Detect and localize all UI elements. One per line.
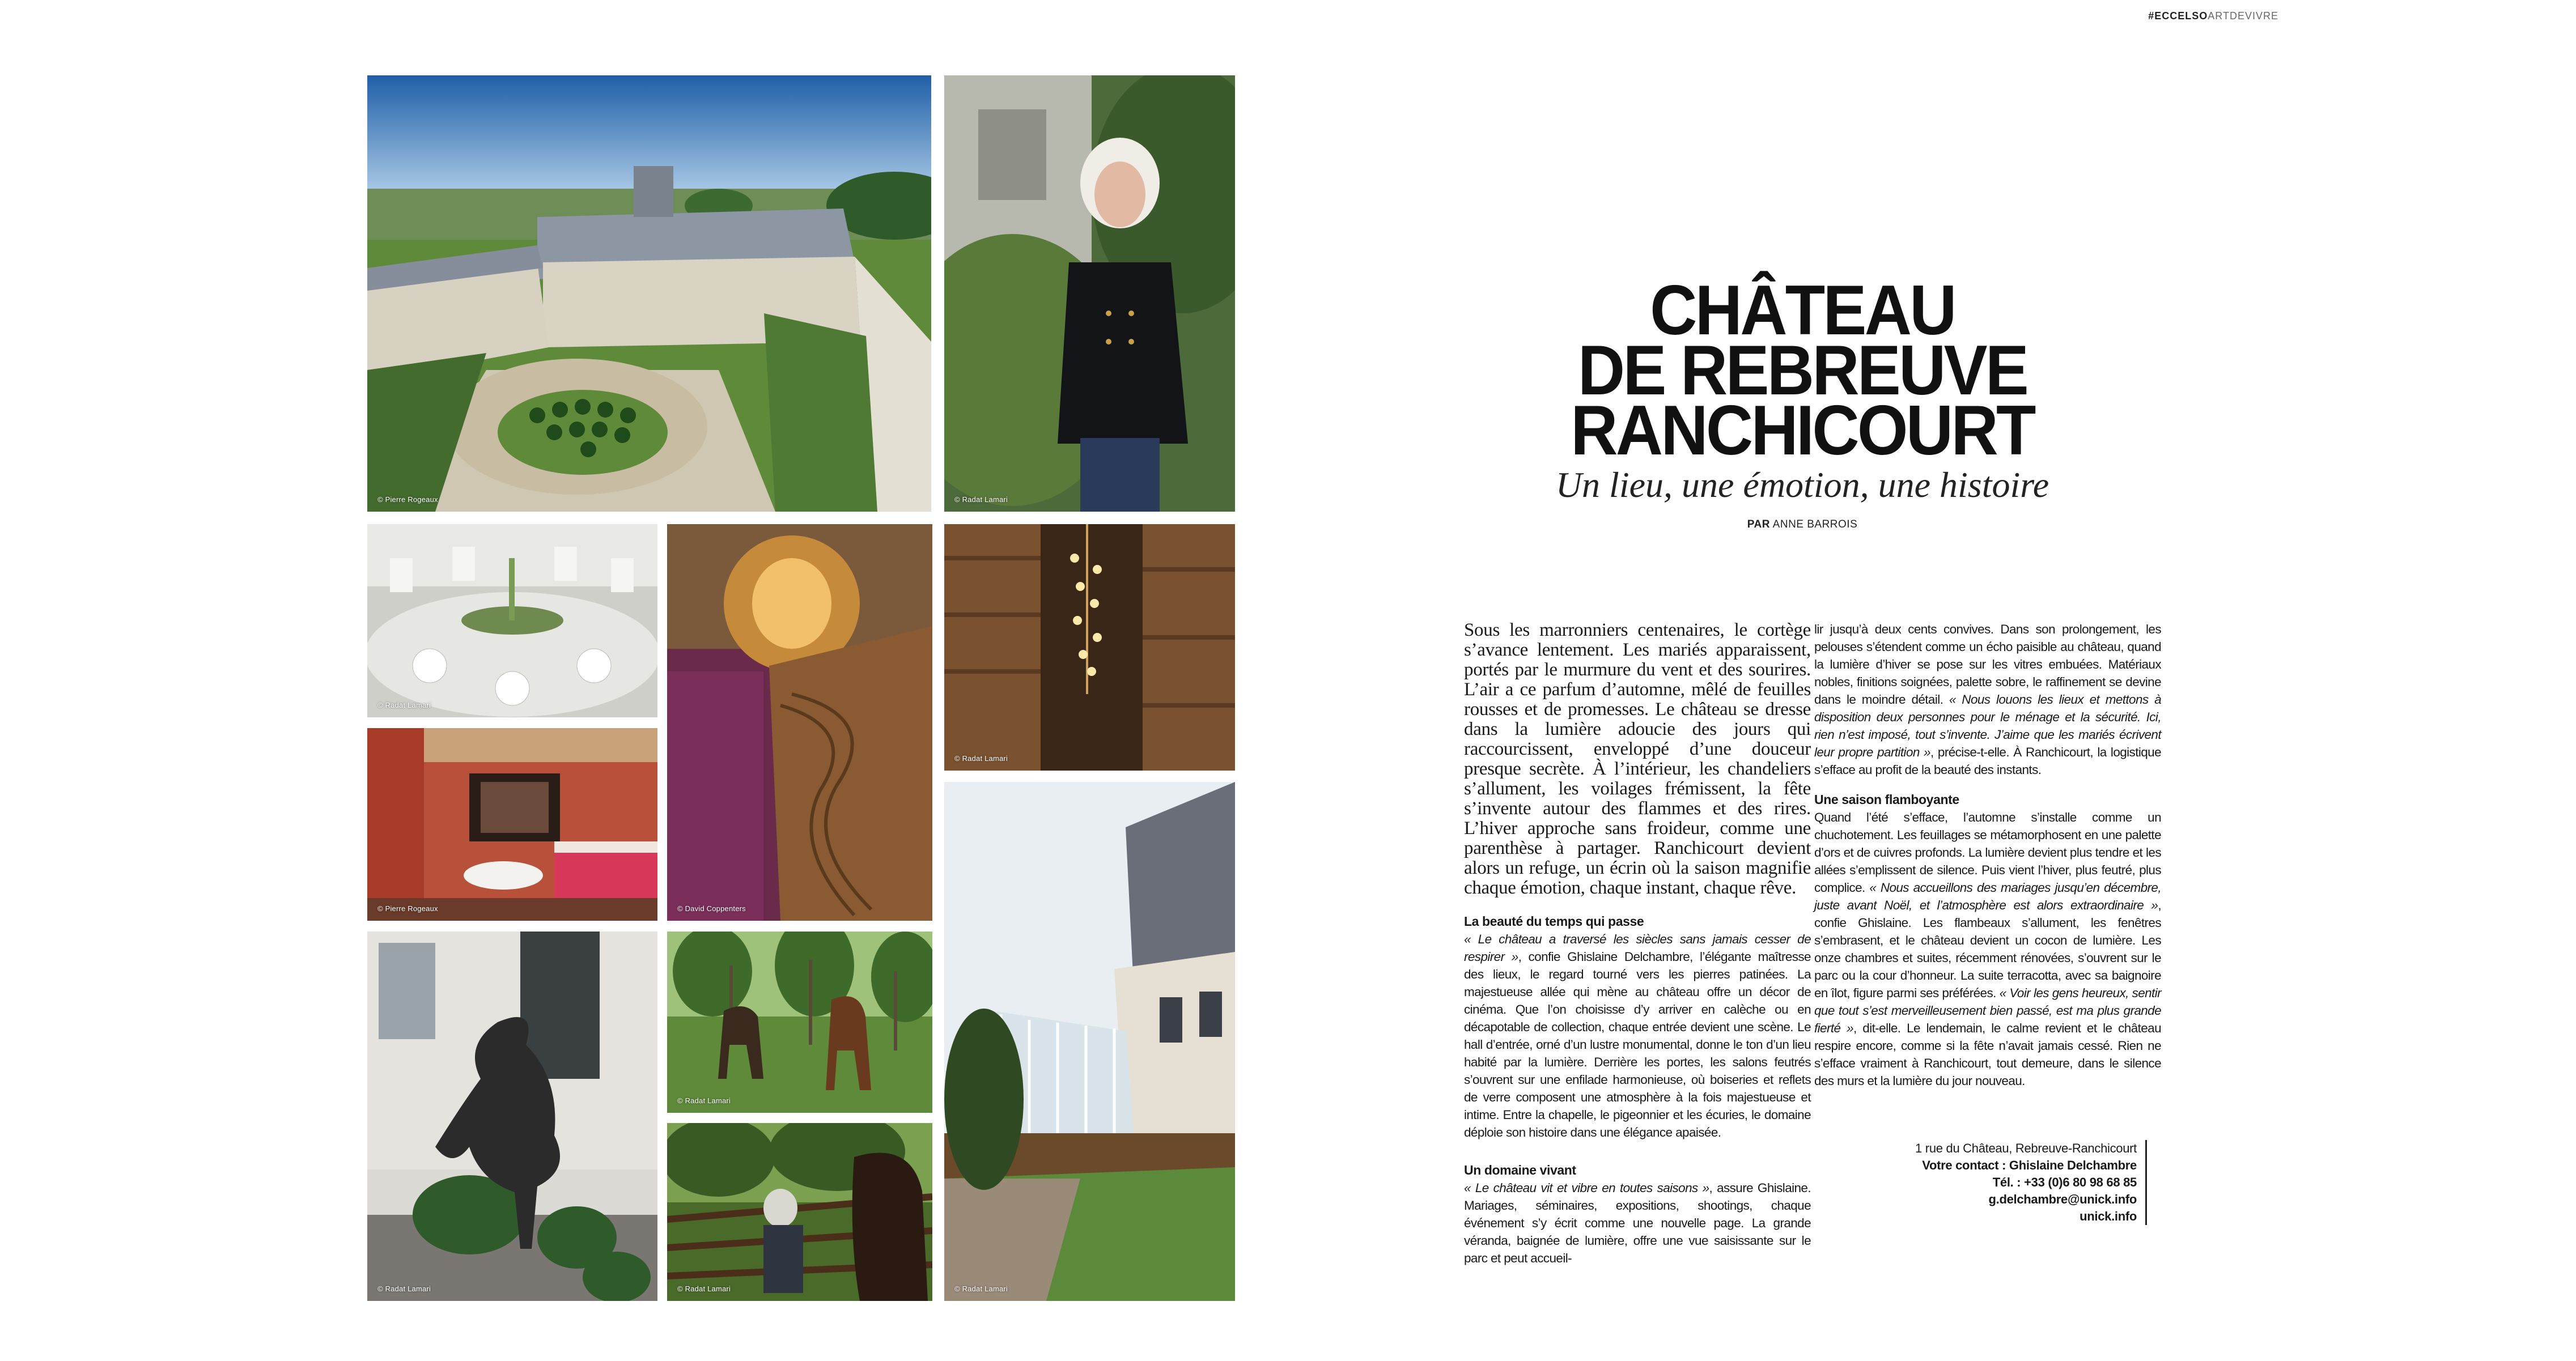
body-text: , confie Ghislaine Delchambre, l’élégante maîtresse des lieux, le regard tourné vers les pierres patinées. La majestueuse allée qui mène au château offre un décor de cinéma. Que l’on choisisse d’y arriver en calèche ou en décapotable de collection, chaque entrée devient une scène. Le hall d’entrée, orné d’un lustre monumental, donne le ton d’un lieu habité par la lumière. Derrière les portes, les salons feutrés s’ouvrent sur une enfilade harmonieuse, où boiseries et reflets de verre composent une atmosphère à la fois majestueuse et intime. Entre la chapelle, le pigeonnier et les écuries, le domaine déploie son histoire dans une élégance apaisée. xyxy=(1464,950,1811,1139)
photo-credit: © Radat Lamari xyxy=(954,754,1008,763)
byline-prefix: PAR xyxy=(1747,518,1770,530)
contact-person: Votre contact : Ghislaine Delchambre xyxy=(1922,1158,2137,1172)
chateau-illustration xyxy=(367,75,931,512)
magazine-section-tag xyxy=(2148,10,2278,22)
title-line-2: DE REBREUVE xyxy=(1577,331,2027,410)
title-line-1: CHÂTEAU xyxy=(1650,271,1955,350)
photo-portrait xyxy=(944,75,1235,512)
section-heading: Un domaine vivant xyxy=(1464,1163,1576,1177)
title-line-3: RANCHICOURT xyxy=(1571,392,2034,470)
photo-credit: © Pierre Rogeaux xyxy=(377,495,438,504)
text-column-2 xyxy=(1814,620,2161,1090)
body-text: Quand l’été s’efface, l’automne s’installe comme un chuchotement. Les feuillages se métamorphosent en une palette d’ors et de cuivres profonds. La lumière devient plus tendre et les allées s’emplissent de silence. Puis vient l’hiver, plus feutré, plus complice. xyxy=(1814,810,2161,895)
contact-website: unick.info xyxy=(2080,1209,2137,1223)
article-title xyxy=(1544,271,2060,470)
contact-phone: Tél. : +33 (0)6 80 98 68 85 xyxy=(1992,1175,2137,1189)
contact-email: g.delchambre@unick.info xyxy=(1988,1192,2137,1206)
photo-chandelier xyxy=(944,524,1235,771)
article-subtitle: Un lieu, une émotion, une histoire xyxy=(1555,465,2049,505)
contact-address: 1 rue du Château, Rebreuve-Ranchicourt xyxy=(1915,1141,2137,1155)
text-column-1 xyxy=(1464,620,1811,1267)
section-body xyxy=(1464,930,1811,1141)
article-byline xyxy=(1525,518,2080,531)
photo-horses xyxy=(667,932,932,1113)
photo-bedroom xyxy=(367,728,657,921)
quote: « Nous louons les lieux et mettons à disposition deux personnes pour le ménage et la sécurité. Ici, rien n’est imposé, tout s’invente. J’aime que les mariés écrivent leur propre partition » xyxy=(1814,692,2161,759)
photo-credit: © Radat Lamari xyxy=(677,1285,731,1293)
photo-staircase xyxy=(667,524,932,921)
body-text: , assure Ghislaine. Mariages, séminaires, expositions, shootings, chaque événement s’y écrit comme une nouvelle page. La grande véranda, baignée de lumière, offre une vue saisissante sur le parc et peut accueil- xyxy=(1464,1181,1811,1265)
section-tag-bold: #ECCELSO xyxy=(2148,10,2208,22)
portrait-illustration xyxy=(944,75,1235,512)
photo-credit: © Pierre Rogeaux xyxy=(377,904,438,913)
byline-author: ANNE BARROIS xyxy=(1772,518,1858,530)
photo-table-setting xyxy=(367,524,657,717)
section-body xyxy=(1464,1179,1811,1267)
photo-credit: © David Coppenters xyxy=(677,904,746,913)
body-text: , précise-t-elle. À Ranchicourt, la logistique s’efface au profit de la beauté des instants. xyxy=(1814,745,2161,777)
bedroom-illustration xyxy=(367,728,657,921)
horse-statue-illustration xyxy=(367,932,657,1301)
contact-vertical-rule xyxy=(2145,1140,2147,1225)
chandelier-illustration xyxy=(944,524,1235,771)
photo-stables xyxy=(667,1123,932,1301)
contact-block xyxy=(1870,1140,2137,1225)
quote: « Nous accueillons des mariages jusqu’en décembre, juste avant Noël, et l’atmosphère est alors extraordinaire » xyxy=(1814,881,2161,912)
photo-chateau-aerial xyxy=(367,75,931,512)
quote: « Le château vit et vibre en toutes saisons » xyxy=(1464,1181,1709,1195)
section-body xyxy=(1814,809,2161,1090)
section-heading: La beauté du temps qui passe xyxy=(1464,914,1644,929)
section-heading: Une saison flamboyante xyxy=(1814,792,1959,807)
stables-illustration xyxy=(667,1123,932,1301)
article-lead: Sous les marronniers centenaires, le cortège s’avance lentement. Les mariés apparaissent, portés par le murmure du vent et des sourires. L’air a ce parfum d’automne, mêlé de feuilles rousses et de promesses. Le château se dresse dans la lumière adoucie des jours qui raccourcissent, enveloppé d’une douceur presque secrète. À l’intérieur, les chandeliers s’allument, les voilages frémissent, la fête s’invente autour des flammes et des rires. L’hiver approche sans froideur, comme une parenthèse à partager. Ranchicourt devient alors un refuge, un écrin où la saison magnifie chaque émotion, chaque instant, chaque rêve. xyxy=(1464,620,1811,898)
body-text: , confie Ghislaine. Les flambeaux s’allument, les fenêtres s’embrasent, et le château devient un cocon de lumière. Les onze chambres et suites, récemment rénovées, s’ouvrent sur le parc ou la cour d’honneur. La suite terracotta, avec sa baignoire en îlot, figure parmi ses préférées. xyxy=(1814,898,2161,1000)
horses-illustration xyxy=(667,932,932,1113)
photo-credit: © Radat Lamari xyxy=(954,495,1008,504)
section-body xyxy=(1814,620,2161,779)
photo-credit: © Radat Lamari xyxy=(954,1285,1008,1293)
table-illustration xyxy=(367,524,657,717)
body-text: , dit-elle. Le lendemain, le calme revient et le château respire encore, comme si la fête n’avait jamais cessé. Rien ne s’efface vraiment à Ranchicourt, tout demeure, dans le silence des murs et la lumière du jour nouveau. xyxy=(1814,1021,2161,1088)
body-text: lir jusqu’à deux cents convives. Dans son prolongement, les pelouses s’étendent comme un écho paisible au château, quand la lumière d’hiver se pose sur les vitres embuées. Matériaux nobles, finitions soignées, palette sobre, le raffinement se devine dans le moindre détail. xyxy=(1814,622,2161,707)
staircase-illustration xyxy=(667,524,932,921)
article-title-block xyxy=(1525,271,2080,531)
photo-veranda xyxy=(944,782,1235,1301)
quote: « Le château a traversé les siècles sans jamais cesser de respirer » xyxy=(1464,932,1811,964)
quote: « Voir les gens heureux, sentir que tout s’est merveilleusement bien passé, est ma plus grande fierté » xyxy=(1814,986,2162,1035)
section-tag-light: ARTDEVIVRE xyxy=(2208,10,2278,22)
photo-credit: © Radat Lamari xyxy=(677,1096,731,1105)
veranda-illustration xyxy=(944,782,1235,1301)
photo-horse-statue xyxy=(367,932,657,1301)
photo-credit: © Radat Lamari xyxy=(377,701,431,709)
photo-credit: © Radat Lamari xyxy=(377,1285,431,1293)
